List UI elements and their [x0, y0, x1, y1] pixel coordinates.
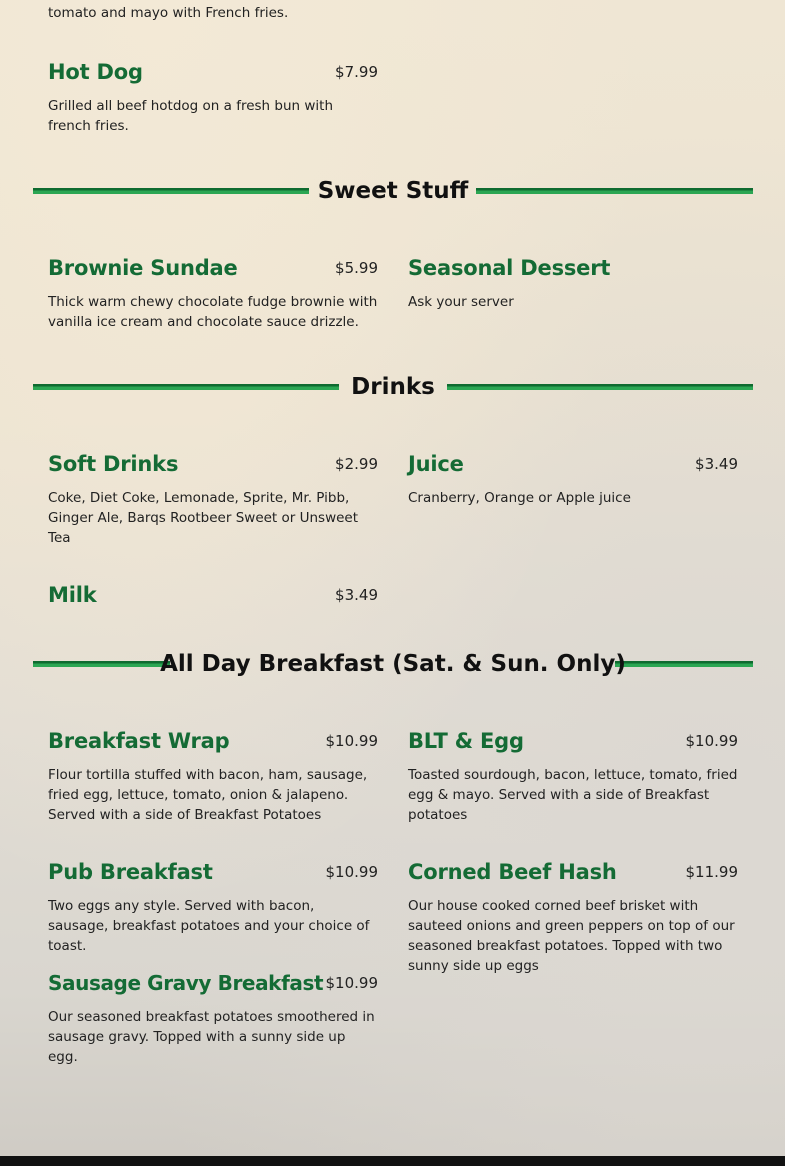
item-price: $10.99	[325, 732, 378, 750]
section-header-all-day-breakfast	[33, 647, 753, 683]
item-name: Pub Breakfast	[48, 860, 213, 884]
item-description: Our seasoned breakfast potatoes smoothered in sausage gravy. Topped with a sunny side up egg.	[48, 1009, 375, 1065]
item-price: $3.49	[335, 586, 378, 604]
item-name: Seasonal Dessert	[408, 256, 611, 280]
item-price: $5.99	[335, 259, 378, 277]
item-description: Cranberry, Orange or Apple juice	[408, 490, 631, 506]
item-price: $11.99	[685, 863, 738, 881]
section-title: Sweet Stuff	[317, 178, 469, 204]
item-description: Toasted sourdough, bacon, lettuce, tomato, fried egg & mayo. Served with a side of Breakfast potatoes	[408, 767, 738, 823]
section-title: All Day Breakfast (Sat. & Sun. Only)	[160, 651, 626, 677]
item-name: Brownie Sundae	[48, 256, 238, 280]
item-name: Sausage Gravy Breakfast	[48, 971, 324, 995]
item-name: Milk	[48, 583, 97, 607]
item-price: $10.99	[685, 732, 738, 750]
item-price: $2.99	[335, 455, 378, 473]
item-price: $3.49	[695, 455, 738, 473]
section-title: Drinks	[351, 374, 435, 400]
item-description: Flour tortilla stuffed with bacon, ham, sausage, fried egg, lettuce, tomato, onion & jalapeno. Served with a side of Breakfast Potatoes	[48, 767, 368, 823]
item-description: Coke, Diet Coke, Lemonade, Sprite, Mr. Pibb, Ginger Ale, Barqs Rootbeer Sweet or Unsweet Tea	[48, 490, 359, 546]
item-name: Corned Beef Hash	[408, 860, 617, 884]
item-price: $7.99	[335, 63, 378, 81]
item-description: Two eggs any style. Served with bacon, sausage, breakfast potatoes and your choice of toast.	[48, 898, 370, 954]
item-description: Grilled all beef hotdog on a fresh bun with french fries.	[48, 98, 333, 134]
item-description: Thick warm chewy chocolate fudge brownie with vanilla ice cream and chocolate sauce drizzle.	[48, 294, 378, 330]
section-header-sweet-stuff	[33, 174, 753, 210]
item-name: Breakfast Wrap	[48, 729, 230, 753]
section-header-drinks	[33, 370, 753, 406]
item-name: Soft Drinks	[48, 452, 179, 476]
previous-item-description: tomato and mayo with French fries.	[48, 5, 289, 21]
item-description: Our house cooked corned beef brisket with sauteed onions and green peppers on top of our seasoned breakfast potatoes. Topped with two sunny side up eggs	[408, 898, 735, 974]
item-name: BLT & Egg	[408, 729, 524, 753]
item-description: Ask your server	[408, 294, 514, 310]
item-name: Hot Dog	[48, 60, 143, 84]
item-price: $10.99	[325, 974, 378, 992]
footer-bar	[0, 1156, 785, 1166]
item-name: Juice	[408, 452, 464, 476]
item-price: $10.99	[325, 863, 378, 881]
